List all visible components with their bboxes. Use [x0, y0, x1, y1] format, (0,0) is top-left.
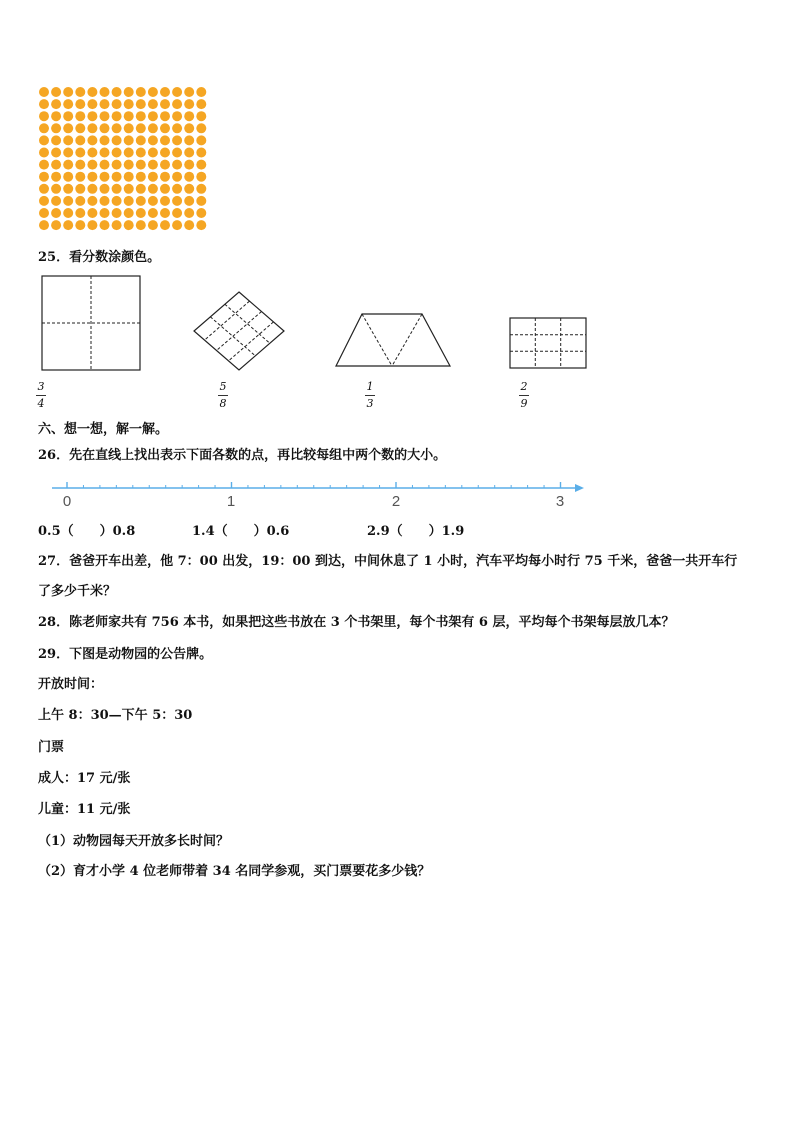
dot — [124, 208, 134, 218]
dot — [100, 220, 110, 230]
open-hours-value: 上午 8：30—下午 5：30 — [38, 708, 193, 723]
dot — [136, 148, 146, 158]
dot — [172, 148, 182, 158]
dot — [51, 111, 61, 121]
dot — [51, 123, 61, 133]
arrow-right-icon — [575, 484, 584, 492]
dot — [136, 123, 146, 133]
dot — [196, 148, 206, 158]
dot — [87, 99, 97, 109]
dot — [75, 135, 85, 145]
dot — [124, 172, 134, 182]
dot — [160, 172, 170, 182]
dot — [184, 111, 194, 121]
dot — [160, 123, 170, 133]
dot — [63, 160, 73, 170]
dot — [160, 220, 170, 230]
axis-label-1: 1 — [226, 493, 236, 510]
dot — [39, 208, 49, 218]
dot — [184, 208, 194, 218]
dot — [160, 99, 170, 109]
dot — [51, 135, 61, 145]
dot — [196, 172, 206, 182]
dot — [63, 135, 73, 145]
dot — [124, 87, 134, 97]
dot — [184, 99, 194, 109]
dot — [160, 111, 170, 121]
dot — [160, 87, 170, 97]
dot — [75, 111, 85, 121]
question-26-title: 26．先在直线上找出表示下面各数的点，再比较每组中两个数的大小。 — [38, 448, 447, 463]
dot — [136, 99, 146, 109]
dot — [136, 135, 146, 145]
dot — [75, 208, 85, 218]
dot — [112, 172, 122, 182]
question-28: 28．陈老师家共有 756 本书，如果把这些书放在 3 个书架里，每个书架有 6 层，平均每个书架每层放几本？ — [38, 615, 675, 630]
dot — [87, 111, 97, 121]
dot — [124, 123, 134, 133]
dot — [112, 123, 122, 133]
dot — [39, 87, 49, 97]
dot — [100, 135, 110, 145]
dot — [184, 160, 194, 170]
dot — [100, 196, 110, 206]
dot — [63, 148, 73, 158]
dot — [100, 111, 110, 121]
dot — [172, 220, 182, 230]
dot — [196, 123, 206, 133]
dot — [184, 87, 194, 97]
dot — [87, 196, 97, 206]
comparison-1: 0.5（ ）0.8 — [38, 524, 136, 539]
dot — [51, 99, 61, 109]
open-hours-label: 开放时间： — [38, 677, 104, 692]
dot — [75, 184, 85, 194]
dot — [160, 135, 170, 145]
dot — [39, 99, 49, 109]
dot — [136, 160, 146, 170]
dot — [63, 184, 73, 194]
dot — [51, 184, 61, 194]
dot — [124, 196, 134, 206]
dot — [136, 208, 146, 218]
dot — [196, 135, 206, 145]
dot — [39, 123, 49, 133]
dot — [148, 87, 158, 97]
dot — [148, 123, 158, 133]
dot — [51, 196, 61, 206]
dot — [39, 196, 49, 206]
dot — [160, 184, 170, 194]
dot — [160, 196, 170, 206]
dot — [87, 148, 97, 158]
dot — [172, 123, 182, 133]
dot — [112, 135, 122, 145]
dot — [136, 111, 146, 121]
dot — [196, 99, 206, 109]
dot — [75, 123, 85, 133]
dot — [184, 172, 194, 182]
dot — [172, 172, 182, 182]
dot — [75, 172, 85, 182]
fraction-2-9: 2 9 — [520, 380, 528, 410]
dot — [148, 196, 158, 206]
axis-label-2: 2 — [391, 493, 401, 510]
dot — [172, 184, 182, 194]
dot — [172, 111, 182, 121]
dot — [87, 172, 97, 182]
dot — [39, 184, 49, 194]
dot — [87, 160, 97, 170]
dot — [112, 184, 122, 194]
dot — [63, 208, 73, 218]
comparison-2: 1.4（ ）0.6 — [192, 524, 290, 539]
dot — [87, 123, 97, 133]
dot — [184, 196, 194, 206]
dot — [39, 172, 49, 182]
rectangle-shape — [510, 318, 586, 368]
dot — [51, 220, 61, 230]
dot — [184, 135, 194, 145]
question-29-sub1: （1）动物园每天开放多长时间？ — [38, 834, 230, 849]
dot — [196, 220, 206, 230]
dot — [196, 87, 206, 97]
section-6-title: 六、想一想，解一解。 — [38, 422, 169, 437]
dot — [100, 99, 110, 109]
dot — [136, 172, 146, 182]
dot — [124, 99, 134, 109]
question-29-title: 29．下图是动物园的公告牌。 — [38, 647, 213, 662]
dot — [124, 148, 134, 158]
dot — [148, 208, 158, 218]
dot — [51, 208, 61, 218]
dot — [51, 87, 61, 97]
dot — [172, 99, 182, 109]
dot — [136, 87, 146, 97]
dot — [100, 208, 110, 218]
dot — [87, 135, 97, 145]
dot — [172, 87, 182, 97]
dot — [172, 208, 182, 218]
square-shape — [42, 276, 140, 370]
dot — [63, 196, 73, 206]
dot — [196, 160, 206, 170]
dot — [160, 148, 170, 158]
dot — [75, 220, 85, 230]
fraction-shapes — [38, 272, 598, 372]
dot — [148, 148, 158, 158]
dot — [100, 87, 110, 97]
dot — [172, 135, 182, 145]
fraction-1-3: 1 3 — [366, 380, 374, 410]
dot — [63, 99, 73, 109]
dot — [148, 135, 158, 145]
dot — [87, 87, 97, 97]
dot — [100, 160, 110, 170]
comparison-3: 2.9（ ）1.9 — [367, 524, 465, 539]
ticket-label: 门票 — [38, 740, 65, 755]
dot — [39, 148, 49, 158]
dot — [87, 208, 97, 218]
dot — [148, 160, 158, 170]
dot — [112, 208, 122, 218]
dot — [148, 111, 158, 121]
dot — [63, 111, 73, 121]
dot — [196, 184, 206, 194]
adult-ticket: 成人：17 元/张 — [38, 771, 131, 786]
dot — [196, 208, 206, 218]
dot — [39, 135, 49, 145]
dot — [39, 160, 49, 170]
dot — [112, 111, 122, 121]
dot — [112, 148, 122, 158]
dot — [75, 87, 85, 97]
dot — [75, 99, 85, 109]
question-27-line2: 了多少千米？ — [38, 584, 117, 599]
question-25-title: 25．看分数涂颜色。 — [38, 250, 161, 265]
dot — [112, 87, 122, 97]
dot — [112, 160, 122, 170]
question-27-line1: 27．爸爸开车出差，他 7：00 出发，19：00 到达，中间休息了 1 小时，汽车平均每小时行 75 千米，爸爸一共开车行 — [38, 554, 738, 569]
axis-label-0: 0 — [62, 493, 72, 510]
child-ticket: 儿童：11 元/张 — [38, 802, 131, 817]
dot — [75, 148, 85, 158]
dot — [136, 220, 146, 230]
dot — [160, 208, 170, 218]
dot — [51, 148, 61, 158]
dot — [148, 172, 158, 182]
dot — [136, 196, 146, 206]
dot — [124, 111, 134, 121]
dot — [100, 148, 110, 158]
dot — [172, 160, 182, 170]
dot — [148, 220, 158, 230]
dot — [148, 184, 158, 194]
dot — [112, 196, 122, 206]
dot — [63, 87, 73, 97]
dot — [112, 99, 122, 109]
dot — [39, 111, 49, 121]
diamond-shape — [194, 292, 284, 370]
dot — [184, 123, 194, 133]
dot — [63, 220, 73, 230]
dot — [51, 172, 61, 182]
dot — [160, 160, 170, 170]
dot — [100, 172, 110, 182]
dot — [100, 123, 110, 133]
dot — [75, 160, 85, 170]
dot — [148, 99, 158, 109]
dot — [87, 220, 97, 230]
dot — [136, 184, 146, 194]
dot — [39, 220, 49, 230]
trapezoid-shape — [336, 314, 450, 366]
dot — [51, 160, 61, 170]
axis-label-3: 3 — [555, 493, 565, 510]
dot — [172, 196, 182, 206]
dot — [124, 135, 134, 145]
dot — [196, 111, 206, 121]
dot — [87, 184, 97, 194]
dot — [63, 172, 73, 182]
dot — [124, 160, 134, 170]
question-29-sub2: （2）育才小学 4 位老师带着 34 名同学参观，买门票要花多少钱？ — [38, 864, 431, 879]
dot — [124, 184, 134, 194]
dot — [184, 220, 194, 230]
fraction-3-4: 3 4 — [37, 380, 45, 410]
dot — [63, 123, 73, 133]
fraction-5-8: 5 8 — [219, 380, 227, 410]
dot — [124, 220, 134, 230]
dot — [196, 196, 206, 206]
number-line — [48, 478, 588, 512]
dot — [184, 184, 194, 194]
dot — [100, 184, 110, 194]
dot — [75, 196, 85, 206]
dot — [184, 148, 194, 158]
dot — [112, 220, 122, 230]
dot-grid-image — [38, 86, 210, 234]
